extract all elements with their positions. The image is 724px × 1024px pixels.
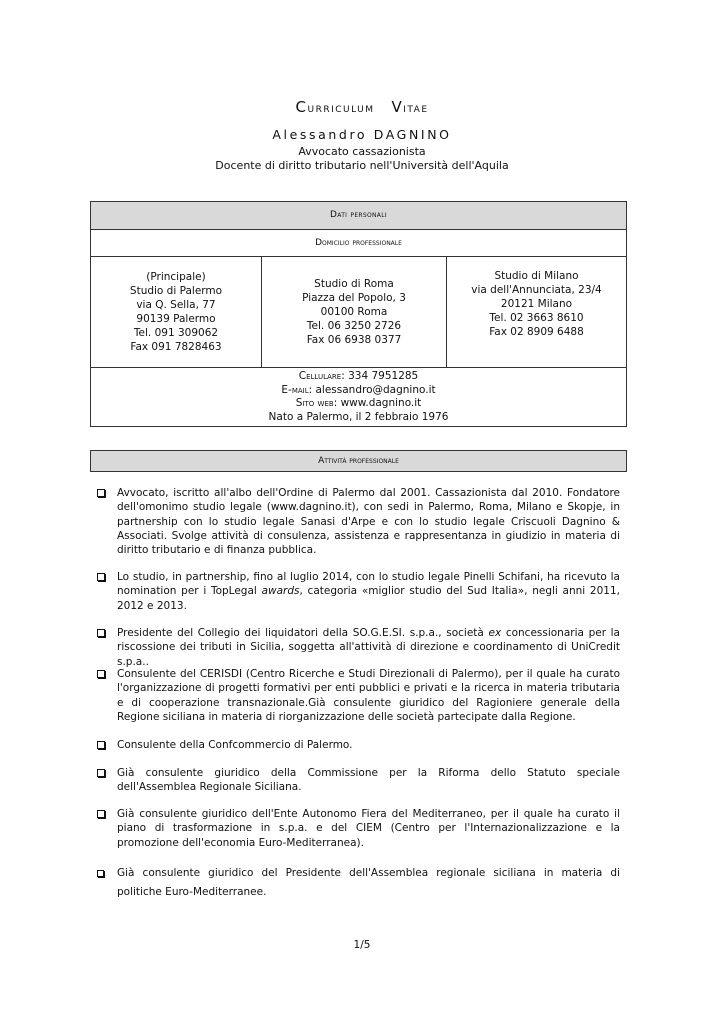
personal-data-table	[90, 201, 627, 427]
person-teaching: Docente di diritto tributario nell'Università dell'Aquila	[215, 159, 509, 172]
document-title: Curriculum Vitae	[295, 98, 429, 116]
office-roma: Studio di Roma Piazza del Popolo, 3 00100 Roma Tel. 06 3250 2726 Fax 06 6938 0377	[261, 257, 446, 367]
checkbox-bullet-icon	[97, 741, 105, 749]
mobile-line: Cellulare: 334 7951285	[298, 370, 419, 382]
checkbox-bullet-icon	[97, 870, 104, 877]
checkbox-bullet-icon	[97, 573, 105, 581]
checkbox-bullet-icon	[97, 769, 105, 777]
activity-item: Lo studio, in partnership, fino al luglio 2014, con lo studio legale Pinelli Schifani, ha ricevuto la nomination per i TopLegal awards, categoria «miglior studio del Sud Italia», negli anni 2011, 2012 e 2013.	[97, 570, 620, 613]
activity-item: Già consulente giuridico dell'Ente Autonomo Fiera del Mediterraneo, per il quale ha curato il piano di trasformazione in s.p.a. e del CIEM (Centro per l'Internazionalizzazione e la promozione dell'economia Euro-Mediterranea).	[97, 807, 620, 850]
checkbox-bullet-icon	[97, 489, 105, 497]
checkbox-bullet-icon	[97, 670, 105, 678]
birth-line: Nato a Palermo, il 2 febbraio 1976	[268, 410, 449, 423]
person-role: Avvocato cassazionista	[298, 145, 426, 158]
person-name: Alessandro DAGNINO	[272, 127, 452, 142]
activities-header: Attività professionale	[90, 450, 627, 472]
personal-data-header: Dati personali	[91, 202, 626, 230]
checkbox-bullet-icon	[97, 810, 105, 818]
office-milano: Studio di Milano via dell'Annunciata, 23/4 20121 Milano Tel. 02 3663 8610 Fax 02 8909 6488	[446, 257, 626, 367]
activity-item: Già consulente giuridico della Commissione per la Riforma dello Statuto speciale dell'Assemblea Regionale Siciliana.	[97, 766, 620, 795]
email-line: E-mail: alessandro@dagnino.it	[281, 383, 436, 396]
activity-item: Consulente del CERISDI (Centro Ricerche e Studi Direzionali di Palermo), per il quale ha curato l'organizzazione di progetti formativi per enti pubblici e privati e la ricerca in materia tributaria e di cooperazione transnazionale.Già consulente giuridico del Ragioniere generale della Regione siciliana in materia di riorganizzazione delle società partecipate dalla Regione.	[97, 667, 620, 724]
activity-item: Avvocato, iscritto all'albo dell'Ordine di Palermo dal 2001. Cassazionista dal 2010. Fondatore dell'omonimo studio legale (www.dagnino.it), con sedi in Palermo, Roma, Milano e Skopje, in partnership con lo studio legale Sanasi d'Arpe e con lo studio legale Criscuoli Dagnino & Associati. Svolge attività di consulenza, assistenza e rappresentanza in giudizio in materia di diritto tributario e di finanza pubblica.	[97, 486, 620, 557]
office-palermo: (Principale) Studio di Palermo via Q. Sella, 77 90139 Palermo Tel. 091 309062 Fax 091 7828463	[129, 271, 223, 353]
website-line: Sito web: www.dagnino.it	[295, 397, 422, 409]
activity-item: Già consulente giuridico del Presidente dell'Assemblea regionale siciliana in materia di politiche Euro-Mediterranee.	[97, 864, 620, 902]
page-number: 1/5	[353, 939, 371, 951]
offices-row	[91, 257, 626, 368]
contacts-block	[91, 368, 626, 426]
office-header: Domicilio professionale	[91, 230, 626, 257]
activity-item: Presidente del Collegio dei liquidatori della SO.G.E.SI. s.p.a., società ex concessionaria per la riscossione dei tributi in Sicilia, soggetta all'attività di direzione e coordinamento di UniCredit s.p.a..	[97, 626, 620, 669]
activity-item: Consulente della Confcommercio di Palermo.	[97, 738, 620, 752]
checkbox-bullet-icon	[97, 629, 105, 637]
